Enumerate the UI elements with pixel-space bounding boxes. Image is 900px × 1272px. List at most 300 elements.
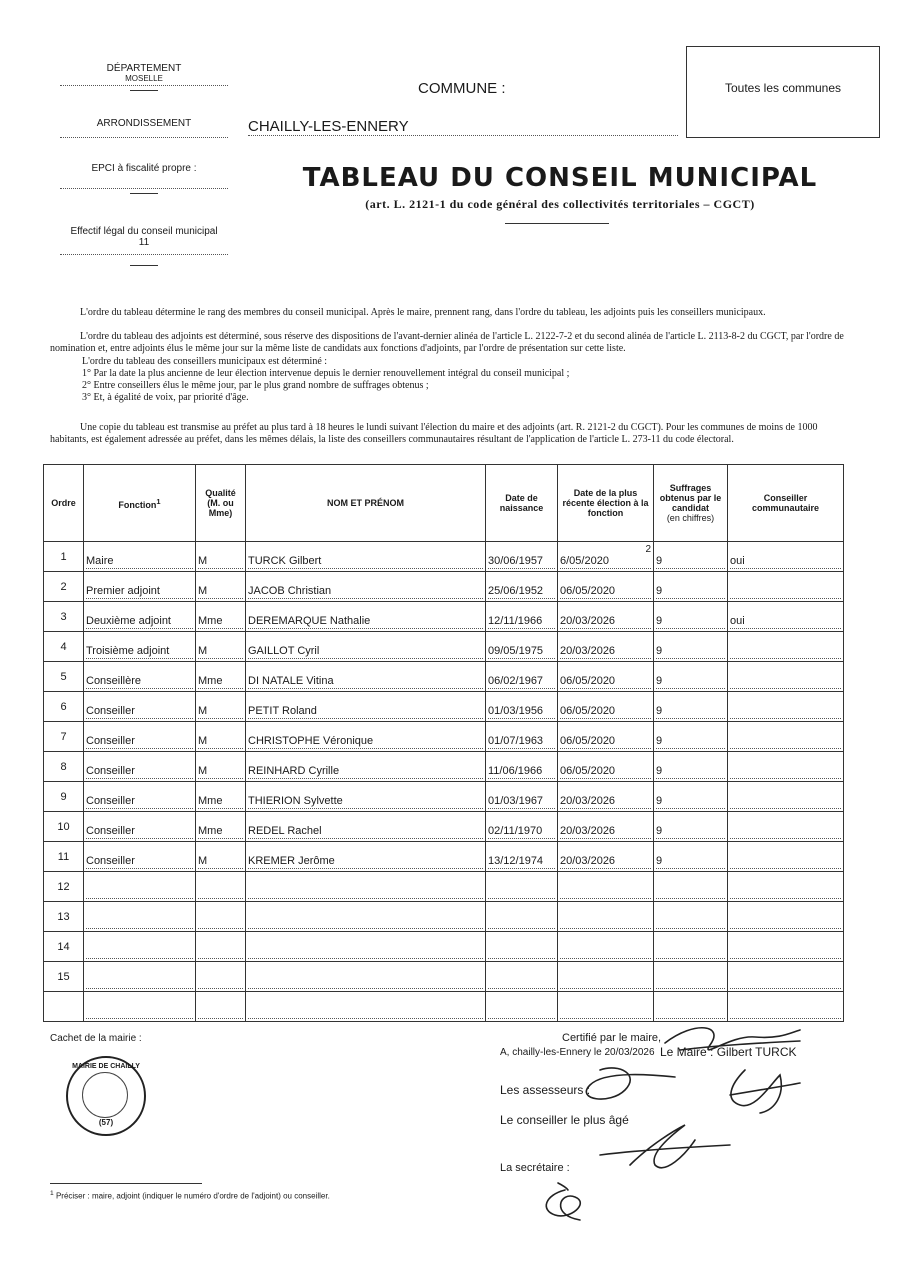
cell-naissance-value: 30/06/1957	[488, 555, 555, 569]
cell-nom-value: DI NATALE Vitina	[248, 675, 483, 689]
effectif-block	[60, 226, 228, 266]
cell-communautaire	[728, 902, 844, 932]
cell-naissance	[486, 602, 558, 632]
cell-qualite	[196, 782, 246, 812]
cell-communautaire	[728, 662, 844, 692]
maire-signature	[665, 1028, 800, 1050]
cell-qualite	[196, 602, 246, 632]
cell-nom-value: JACOB Christian	[248, 585, 483, 599]
paragraph-6: 3° Et, à égalité de voix, par priorité d'âge.	[82, 392, 249, 403]
cell-ordre: 6	[44, 692, 84, 722]
table-row	[44, 632, 844, 662]
plus-age-label: Le conseiller le plus âgé	[500, 1113, 629, 1127]
cell-qualite	[196, 962, 246, 992]
signatures	[480, 1015, 840, 1230]
cell-nom-value: DEREMARQUE Nathalie	[248, 615, 483, 629]
cell-election	[558, 572, 654, 602]
cell-naissance	[486, 782, 558, 812]
cell-election-value	[560, 915, 651, 929]
cell-fonction-value: Conseiller	[86, 825, 193, 839]
cell-nom	[246, 902, 486, 932]
table-row	[44, 812, 844, 842]
cell-naissance-value	[488, 915, 555, 929]
election-note: 2	[645, 544, 651, 555]
table-row	[44, 542, 844, 572]
cell-fonction	[84, 752, 196, 782]
cell-suffrages	[654, 842, 728, 872]
cell-suffrages-value: 9	[656, 825, 725, 839]
cell-suffrages	[654, 782, 728, 812]
page-title: TABLEAU DU CONSEIL MUNICIPAL	[302, 163, 818, 193]
table-row	[44, 932, 844, 962]
cell-fonction	[84, 992, 196, 1022]
cell-suffrages	[654, 692, 728, 722]
cell-election-value: 06/05/2020	[560, 585, 651, 599]
cell-ordre: 1	[44, 542, 84, 572]
cell-ordre: 2	[44, 572, 84, 602]
cell-nom-value	[248, 1005, 483, 1019]
cell-suffrages-value: 9	[656, 855, 725, 869]
cell-fonction	[84, 692, 196, 722]
header-communautaire: Conseiller communautaire	[728, 465, 844, 542]
secretaire-label: La secrétaire :	[500, 1162, 570, 1174]
departement-label: DÉPARTEMENT	[106, 63, 182, 74]
cell-qualite-value	[198, 1005, 243, 1019]
cell-election	[558, 632, 654, 662]
cell-communautaire	[728, 962, 844, 992]
effectif-label: Effectif légal du conseil municipal	[70, 226, 218, 237]
cell-naissance	[486, 812, 558, 842]
cell-communautaire-value	[730, 735, 841, 749]
cell-naissance-value	[488, 945, 555, 959]
cell-election	[558, 932, 654, 962]
cell-naissance	[486, 542, 558, 572]
cell-election	[558, 722, 654, 752]
cell-election-value	[560, 945, 651, 959]
cell-naissance	[486, 842, 558, 872]
cell-naissance	[486, 932, 558, 962]
cell-fonction	[84, 632, 196, 662]
seal-inner-ring	[82, 1072, 128, 1118]
cell-naissance-value: 11/06/1966	[488, 765, 555, 779]
cell-nom	[246, 632, 486, 662]
header-suffrages-sub: (en chiffres)	[666, 513, 715, 523]
cell-naissance	[486, 692, 558, 722]
cell-election-value: 20/03/2026	[560, 615, 651, 629]
cell-fonction	[84, 842, 196, 872]
cell-election-value: 20/03/2026	[560, 645, 651, 659]
commune-label: COMMUNE :	[418, 80, 506, 97]
cell-suffrages	[654, 722, 728, 752]
cell-election	[558, 842, 654, 872]
cell-qualite	[196, 992, 246, 1022]
cell-qualite	[196, 812, 246, 842]
cell-naissance	[486, 572, 558, 602]
cell-naissance-value: 12/11/1966	[488, 615, 555, 629]
cell-nom	[246, 752, 486, 782]
cell-communautaire	[728, 872, 844, 902]
maire-signature-label: Le Maire : Gilbert TURCK	[660, 1045, 797, 1059]
cell-qualite-value: Mme	[198, 675, 243, 689]
cell-election	[558, 692, 654, 722]
cell-suffrages-value: 9	[656, 675, 725, 689]
epci-block	[60, 163, 228, 194]
cell-suffrages	[654, 962, 728, 992]
paragraph-4: 1° Par la date la plus ancienne de leur élection intervenue depuis le dernier renouvellement intégral du conseil municipal ;	[82, 368, 570, 379]
cell-naissance-value	[488, 885, 555, 899]
cell-naissance	[486, 662, 558, 692]
cell-election-value: 20/03/2026	[560, 825, 651, 839]
paragraph-1: L'ordre du tableau détermine le rang des membres du conseil municipal. Après le maire, prennent rang, dans l'ordre du tableau, les adjoints puis les conseillers municipaux.	[80, 307, 766, 318]
cell-election	[558, 902, 654, 932]
cell-qualite	[196, 692, 246, 722]
cell-qualite-value: M	[198, 645, 243, 659]
cell-qualite-value: M	[198, 585, 243, 599]
mairie-seal	[66, 1056, 146, 1136]
cell-communautaire-value	[730, 795, 841, 809]
cell-communautaire-value: oui	[730, 615, 841, 629]
arrondissement-label: ARRONDISSEMENT	[60, 118, 228, 138]
epci-value-line	[60, 174, 228, 189]
certifie-label: Certifié par le maire,	[562, 1032, 662, 1044]
cell-qualite-value: Mme	[198, 795, 243, 809]
cell-fonction	[84, 932, 196, 962]
footnote-text: Préciser : maire, adjoint (indiquer le numéro d'ordre de l'adjoint) ou conseiller.	[55, 1191, 330, 1201]
paragraph-2: L'ordre du tableau des adjoints est déterminé, sous réserve des dispositions de l'avant-dernier alinéa de l'article L. 2122-7-2 et du second alinéa de l'article L. 2113-8-2 du CGCT, par l'ordre de nomination et, entre adjoints élus le même jour sur la même liste de candidats aux fonctions d'adjoints, par l'ordre de présentation sur cette liste.	[50, 331, 844, 354]
cell-nom	[246, 872, 486, 902]
header-fonction-text: Fonction	[118, 499, 157, 510]
divider	[130, 265, 158, 266]
cell-election	[558, 812, 654, 842]
cell-fonction-value: Conseillère	[86, 675, 193, 689]
cell-communautaire	[728, 602, 844, 632]
cell-election	[558, 542, 654, 572]
cell-ordre: 7	[44, 722, 84, 752]
cell-ordre	[44, 992, 84, 1022]
communes-box-text: Toutes les communes	[724, 81, 842, 95]
cell-nom	[246, 992, 486, 1022]
cell-ordre: 5	[44, 662, 84, 692]
assesseur-signature-2	[730, 1070, 800, 1113]
cell-election-value	[560, 975, 651, 989]
cell-naissance	[486, 722, 558, 752]
cell-qualite	[196, 752, 246, 782]
page-subtitle: (art. L. 2121-1 du code général des collectivités territoriales – CGCT)	[365, 197, 755, 211]
header-suffrages-text: Suffrages obtenus par le candidat	[659, 483, 722, 513]
cell-suffrages-value: 9	[656, 585, 725, 599]
cell-communautaire	[728, 812, 844, 842]
cell-qualite-value: M	[198, 765, 243, 779]
cell-nom-value: TURCK Gilbert	[248, 555, 483, 569]
cell-naissance-value: 09/05/1975	[488, 645, 555, 659]
cell-ordre: 14	[44, 932, 84, 962]
cell-qualite	[196, 572, 246, 602]
cell-ordre: 13	[44, 902, 84, 932]
header-qualite: Qualité (M. ou Mme)	[196, 465, 246, 542]
cell-communautaire-value	[730, 645, 841, 659]
election-note	[560, 664, 651, 675]
cell-ordre: 10	[44, 812, 84, 842]
paragraph-7: Une copie du tableau est transmise au préfet au plus tard à 18 heures le lundi suivant l'élection du maire et des adjoints (art. R. 2121-2 du CGCT). Pour les communes de moins de 1000 habitants, est également adressée au préfet, dans les mêmes délais, la liste des conseillers communautaires résultant de l'application de l'article L. 273-11 du code électoral.	[50, 422, 818, 445]
cell-ordre: 9	[44, 782, 84, 812]
epci-label: EPCI à fiscalité propre :	[91, 163, 197, 174]
election-note	[560, 934, 651, 945]
cell-fonction-value	[86, 885, 193, 899]
election-note	[560, 754, 651, 765]
election-note	[560, 574, 651, 585]
cell-ordre: 12	[44, 872, 84, 902]
table-row	[44, 722, 844, 752]
divider	[130, 90, 158, 91]
departement-value: MOSELLE	[60, 74, 228, 86]
cell-nom-value	[248, 975, 483, 989]
footnote-divider	[50, 1183, 202, 1184]
cell-suffrages-value: 9	[656, 705, 725, 719]
departement-block	[60, 63, 228, 91]
cell-election	[558, 662, 654, 692]
cell-communautaire-value	[730, 945, 841, 959]
assesseurs-label: Les assesseurs :	[500, 1083, 591, 1097]
header-ordre: Ordre	[44, 465, 84, 542]
cell-communautaire	[728, 572, 844, 602]
cell-nom	[246, 842, 486, 872]
paragraph-5: 2° Entre conseillers élus le même jour, par le plus grand nombre de suffrages obtenus ;	[82, 380, 429, 391]
election-note	[560, 964, 651, 975]
cell-communautaire	[728, 722, 844, 752]
cell-election-value: 6/05/2020	[560, 555, 651, 569]
cell-fonction-value: Troisième adjoint	[86, 645, 193, 659]
cell-qualite-value: M	[198, 555, 243, 569]
cell-fonction-value	[86, 975, 193, 989]
cell-election-value	[560, 885, 651, 899]
cell-suffrages-value: 9	[656, 765, 725, 779]
cell-qualite	[196, 542, 246, 572]
cell-nom	[246, 932, 486, 962]
cell-fonction-value: Conseiller	[86, 855, 193, 869]
cell-naissance-value: 13/12/1974	[488, 855, 555, 869]
cell-qualite	[196, 722, 246, 752]
cell-communautaire-value	[730, 885, 841, 899]
header-election: Date de la plus récente élection à la fonction	[558, 465, 654, 542]
cell-qualite	[196, 662, 246, 692]
cell-naissance	[486, 872, 558, 902]
header-suffrages	[654, 465, 728, 542]
cell-suffrages	[654, 602, 728, 632]
cell-nom	[246, 722, 486, 752]
table-row	[44, 962, 844, 992]
cell-election-value: 06/05/2020	[560, 735, 651, 749]
lieu-date: A, chailly-les-Ennery le 20/03/2026	[500, 1047, 655, 1058]
cell-naissance	[486, 632, 558, 662]
header-nom: NOM ET PRÉNOM	[246, 465, 486, 542]
cell-fonction	[84, 872, 196, 902]
cell-communautaire	[728, 782, 844, 812]
cell-suffrages	[654, 902, 728, 932]
divider	[130, 193, 158, 194]
cell-suffrages	[654, 542, 728, 572]
cell-suffrages-value	[656, 945, 725, 959]
cell-election-value: 06/05/2020	[560, 765, 651, 779]
cell-election	[558, 782, 654, 812]
cell-fonction	[84, 782, 196, 812]
cell-fonction-value: Maire	[86, 555, 193, 569]
cell-qualite	[196, 872, 246, 902]
table-row	[44, 872, 844, 902]
cell-naissance	[486, 962, 558, 992]
title-underline	[505, 223, 609, 224]
cell-communautaire-value	[730, 675, 841, 689]
cell-election	[558, 602, 654, 632]
cell-qualite	[196, 932, 246, 962]
cell-fonction	[84, 662, 196, 692]
cell-communautaire	[728, 632, 844, 662]
cell-suffrages	[654, 662, 728, 692]
cell-communautaire	[728, 542, 844, 572]
cell-nom	[246, 542, 486, 572]
cell-qualite	[196, 842, 246, 872]
cell-suffrages	[654, 812, 728, 842]
cell-fonction-value: Conseiller	[86, 705, 193, 719]
cell-qualite-value	[198, 945, 243, 959]
cachet-label: Cachet de la mairie :	[50, 1033, 142, 1044]
plus-age-signature	[600, 1125, 730, 1168]
table-row	[44, 752, 844, 782]
cell-communautaire	[728, 752, 844, 782]
cell-qualite-value: M	[198, 735, 243, 749]
cell-suffrages-value: 9	[656, 795, 725, 809]
cell-nom	[246, 692, 486, 722]
cell-suffrages-value: 9	[656, 645, 725, 659]
cell-suffrages-value	[656, 975, 725, 989]
cell-qualite-value: M	[198, 705, 243, 719]
cell-fonction	[84, 542, 196, 572]
cell-election-value: 20/03/2026	[560, 795, 651, 809]
cell-naissance-value: 01/07/1963	[488, 735, 555, 749]
cell-nom-value	[248, 945, 483, 959]
cell-fonction	[84, 812, 196, 842]
table-row	[44, 692, 844, 722]
election-note	[560, 814, 651, 825]
election-note	[560, 604, 651, 615]
cell-nom-value: THIERION Sylvette	[248, 795, 483, 809]
cell-communautaire-value	[730, 765, 841, 779]
cell-qualite-value	[198, 915, 243, 929]
communes-box	[686, 46, 880, 138]
cell-election	[558, 962, 654, 992]
cell-nom-value: PETIT Roland	[248, 705, 483, 719]
cell-nom-value	[248, 915, 483, 929]
table-row	[44, 782, 844, 812]
cell-communautaire-value	[730, 975, 841, 989]
cell-nom	[246, 572, 486, 602]
cell-nom-value: REDEL Rachel	[248, 825, 483, 839]
cell-naissance	[486, 902, 558, 932]
cell-nom	[246, 962, 486, 992]
cell-suffrages-value: 9	[656, 735, 725, 749]
header-naissance: Date de naissance	[486, 465, 558, 542]
cell-ordre: 4	[44, 632, 84, 662]
cell-naissance-value: 01/03/1956	[488, 705, 555, 719]
cell-suffrages	[654, 752, 728, 782]
table-body	[44, 542, 844, 1022]
cell-naissance-value: 25/06/1952	[488, 585, 555, 599]
cell-communautaire	[728, 932, 844, 962]
cell-communautaire-value	[730, 915, 841, 929]
cell-nom-value: GAILLOT Cyril	[248, 645, 483, 659]
footnote	[50, 1190, 330, 1201]
cell-suffrages	[654, 632, 728, 662]
cell-communautaire-value	[730, 825, 841, 839]
cell-nom-value: CHRISTOPHE Véronique	[248, 735, 483, 749]
table-row	[44, 572, 844, 602]
cell-fonction-value: Deuxième adjoint	[86, 615, 193, 629]
assesseur-signature-1	[586, 1068, 675, 1099]
cell-naissance-value: 01/03/1967	[488, 795, 555, 809]
cell-election-value: 20/03/2026	[560, 855, 651, 869]
election-note	[560, 724, 651, 735]
cell-qualite-value: M	[198, 855, 243, 869]
cell-naissance-value: 06/02/1967	[488, 675, 555, 689]
table-row	[44, 662, 844, 692]
cell-suffrages	[654, 572, 728, 602]
cell-fonction-value: Conseiller	[86, 765, 193, 779]
cell-suffrages	[654, 872, 728, 902]
cell-nom	[246, 662, 486, 692]
header-fonction	[84, 465, 196, 542]
cell-qualite	[196, 902, 246, 932]
cell-communautaire	[728, 692, 844, 722]
cell-nom-value: KREMER Jerôme	[248, 855, 483, 869]
election-note	[560, 994, 651, 1005]
cell-suffrages-value: 9	[656, 615, 725, 629]
council-table	[43, 464, 844, 1022]
cell-election	[558, 872, 654, 902]
election-note	[560, 874, 651, 885]
cell-communautaire-value: oui	[730, 555, 841, 569]
table-row	[44, 842, 844, 872]
cell-nom	[246, 782, 486, 812]
cell-ordre: 3	[44, 602, 84, 632]
cell-fonction	[84, 902, 196, 932]
cell-fonction-value	[86, 1005, 193, 1019]
cell-fonction-value: Premier adjoint	[86, 585, 193, 599]
cell-qualite-value: Mme	[198, 825, 243, 839]
cell-election-value: 06/05/2020	[560, 675, 651, 689]
cell-naissance-value: 02/11/1970	[488, 825, 555, 839]
cell-fonction	[84, 962, 196, 992]
cell-fonction-value: Conseiller	[86, 735, 193, 749]
cell-ordre: 15	[44, 962, 84, 992]
cell-ordre: 11	[44, 842, 84, 872]
seal-top-text: MAIRIE DE CHAILLY	[72, 1063, 140, 1070]
election-note	[560, 904, 651, 915]
table-row	[44, 602, 844, 632]
cell-qualite-value	[198, 885, 243, 899]
cell-nom	[246, 602, 486, 632]
election-note	[560, 634, 651, 645]
cell-qualite-value: Mme	[198, 615, 243, 629]
commune-value: CHAILLY-LES-ENNERY	[248, 118, 678, 136]
cell-suffrages-value: 9	[656, 555, 725, 569]
cell-fonction	[84, 602, 196, 632]
cell-communautaire-value	[730, 705, 841, 719]
secretaire-signature	[546, 1183, 580, 1220]
cell-communautaire	[728, 842, 844, 872]
cell-communautaire-value	[730, 855, 841, 869]
cell-fonction	[84, 572, 196, 602]
cell-fonction-value	[86, 915, 193, 929]
cell-suffrages	[654, 932, 728, 962]
